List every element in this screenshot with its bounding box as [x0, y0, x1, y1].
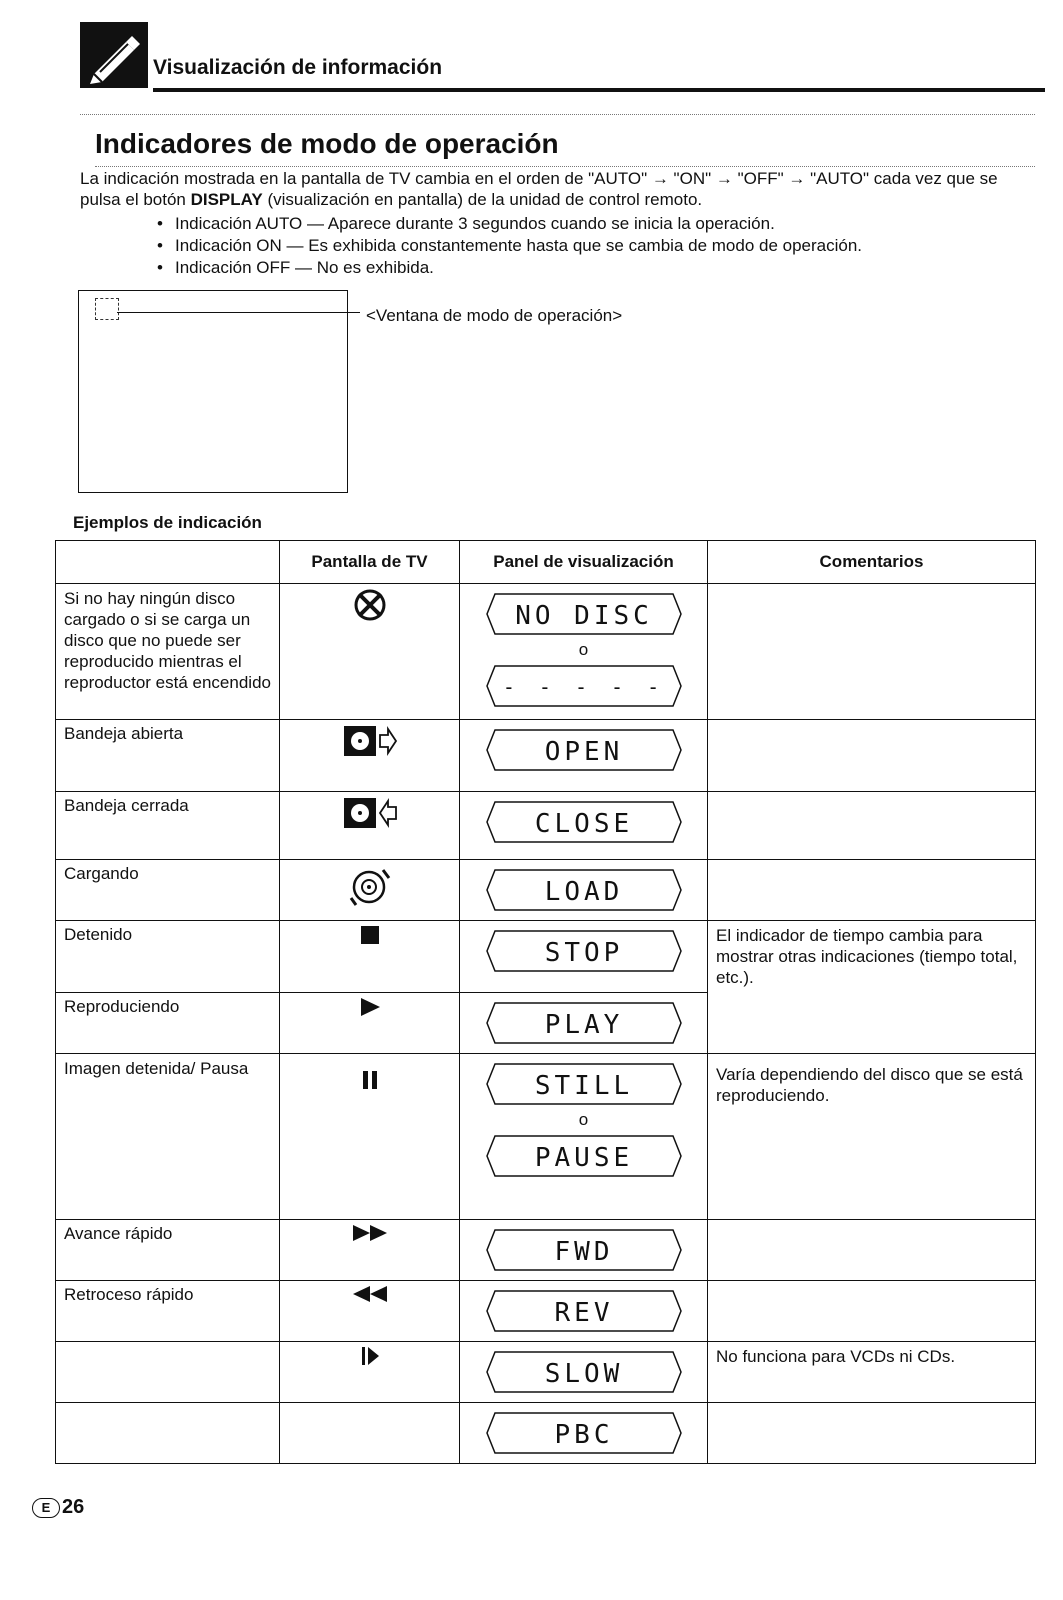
lcd-text: OPEN: [544, 737, 623, 767]
row-label: Bandeja abierta: [56, 720, 280, 792]
comment-cell: [708, 1403, 1036, 1464]
lcd-text: PAUSE: [534, 1143, 633, 1173]
table-row: [56, 720, 1036, 792]
row-label: Retroceso rápido: [56, 1281, 280, 1342]
comment-cell: [708, 1220, 1036, 1281]
intro-paragraph: [80, 168, 1040, 210]
panel-cell: [460, 1220, 708, 1281]
display-button-name: DISPLAY: [190, 190, 263, 209]
lcd-display: [468, 1348, 699, 1396]
lcd-text: PLAY: [544, 1010, 623, 1040]
tv-cell: [280, 1342, 460, 1403]
table-row: [56, 1342, 1036, 1403]
tv-cell: [280, 860, 460, 921]
table-row: [56, 860, 1036, 921]
divider: [95, 166, 1035, 167]
row-label: Bandeja cerrada: [56, 792, 280, 860]
lcd-display: [468, 726, 699, 774]
comment-cell: [708, 1281, 1036, 1342]
fast-forward-icon: [352, 1224, 388, 1242]
table-row: [56, 1403, 1036, 1464]
tv-cell: [280, 584, 460, 720]
panel-cell: [460, 1054, 708, 1220]
panel-cell: [460, 720, 708, 792]
examples-title: Ejemplos de indicación: [73, 513, 262, 532]
bullet-auto: • Indicación AUTO — Aparece durante 3 segundos cuando se inicia la operación.: [175, 213, 775, 234]
comment-cell: No funciona para VCDs ni CDs.: [708, 1342, 1036, 1403]
examples-table: [55, 540, 1036, 1464]
play-icon: [359, 997, 381, 1017]
tv-cell: [280, 720, 460, 792]
lcd-display: [468, 662, 699, 710]
intro-text-1: La indicación mostrada en la pantalla de TV cambia en el orden de "AUTO" → "ON" → "OFF" → "AUTO" cada vez que se pulsa el botón: [80, 169, 998, 209]
table-header-row: [56, 541, 1036, 584]
lcd-display: [468, 1132, 699, 1180]
bullet-on: • Indicación ON — Es exhibida constantemente hasta que se cambia de modo de operación.: [175, 235, 862, 256]
row-label: Si no hay ningún disco cargado o si se carga un disco que no puede ser reproducido mientras el reproductor está encendido: [56, 584, 280, 720]
lcd-display: [468, 590, 699, 638]
table-row: [56, 1054, 1036, 1220]
lcd-display: [468, 927, 699, 975]
lcd-text: CLOSE: [534, 809, 633, 839]
row-label: [56, 1403, 280, 1464]
no-disc-icon: [353, 588, 387, 622]
lcd-text: STOP: [544, 938, 623, 968]
bullet-off: • Indicación OFF — No es exhibida.: [175, 257, 434, 278]
lcd-display: [468, 1226, 699, 1274]
row-label: Avance rápido: [56, 1220, 280, 1281]
divider: [80, 114, 1035, 115]
lcd-display: [468, 1060, 699, 1108]
lcd-display: [468, 1409, 699, 1457]
lcd-display: [468, 1287, 699, 1335]
section-title: Indicadores de modo de operación: [95, 128, 559, 159]
tv-cell: [280, 1220, 460, 1281]
lcd-display: [468, 999, 699, 1047]
tv-cell: [280, 792, 460, 860]
row-label: Reproduciendo: [56, 993, 280, 1054]
tv-cell: [280, 1281, 460, 1342]
row-label: Detenido: [56, 921, 280, 993]
or-word: o: [578, 640, 589, 659]
lcd-text: PBC: [554, 1420, 613, 1450]
lcd-text: FWD: [554, 1237, 613, 1267]
panel-cell: [460, 1403, 708, 1464]
table-row: [56, 1220, 1036, 1281]
comment-cell: [708, 860, 1036, 921]
column-header-comments: Comentarios: [708, 541, 1036, 584]
page-number: [32, 1496, 84, 1519]
panel-cell: [460, 792, 708, 860]
table-row: [56, 1281, 1036, 1342]
header-title: Visualización de información: [153, 56, 443, 79]
rewind-icon: [352, 1285, 388, 1303]
operation-mode-window: [78, 290, 348, 493]
row-label: Imagen detenida/ Pausa: [56, 1054, 280, 1220]
table-row: [56, 921, 1036, 993]
language-badge: E: [32, 1498, 60, 1518]
comment-cell: [708, 720, 1036, 792]
lcd-text: REV: [554, 1298, 613, 1328]
row-label: Cargando: [56, 860, 280, 921]
lcd-text: SLOW: [544, 1359, 623, 1389]
comment-cell: [708, 792, 1036, 860]
comment-cell: El indicador de tiempo cambia para mostrar otras indicaciones (tiempo total, etc.).: [708, 921, 1036, 1054]
comment-cell: Varía dependiendo del disco que se está reproduciendo.: [708, 1054, 1036, 1220]
tv-cell: [280, 1054, 460, 1220]
panel-cell: [460, 860, 708, 921]
tv-cell: [280, 993, 460, 1054]
header-rule: [153, 88, 1045, 92]
window-label: <Ventana de modo de operación>: [366, 306, 623, 325]
tv-cell: [280, 921, 460, 993]
column-header-panel: Panel de visualización: [460, 541, 708, 584]
mode-indicator-area: [95, 298, 119, 320]
panel-cell: [460, 1342, 708, 1403]
table-row: [56, 792, 1036, 860]
table-row: [56, 584, 1036, 720]
tray-close-icon: [342, 796, 398, 830]
stop-icon: [360, 925, 380, 945]
tray-open-icon: [342, 724, 398, 758]
lcd-display: [468, 798, 699, 846]
panel-cell: [460, 921, 708, 993]
column-header-tv: Pantalla de TV: [280, 541, 460, 584]
slow-icon: [360, 1346, 380, 1366]
tv-cell: [280, 1403, 460, 1464]
panel-cell: [460, 993, 708, 1054]
lcd-text: STILL: [534, 1071, 633, 1101]
lcd-display: [468, 866, 699, 914]
header-pen-icon: [80, 22, 148, 88]
lcd-text: - - - - -: [502, 675, 665, 699]
lcd-text: LOAD: [544, 877, 623, 907]
page-number-value: 26: [62, 1496, 85, 1518]
column-header-state: [56, 541, 280, 584]
lcd-text: NO DISC: [514, 601, 653, 631]
or-word: o: [578, 1110, 589, 1129]
loading-icon: [347, 864, 393, 908]
comment-cell: [708, 584, 1036, 720]
row-label: [56, 1342, 280, 1403]
pause-icon: [361, 1070, 379, 1090]
leader-line: [117, 312, 360, 313]
panel-cell: [460, 1281, 708, 1342]
intro-text-2: (visualización en pantalla) de la unidad de control remoto.: [262, 190, 703, 209]
panel-cell: [460, 584, 708, 720]
